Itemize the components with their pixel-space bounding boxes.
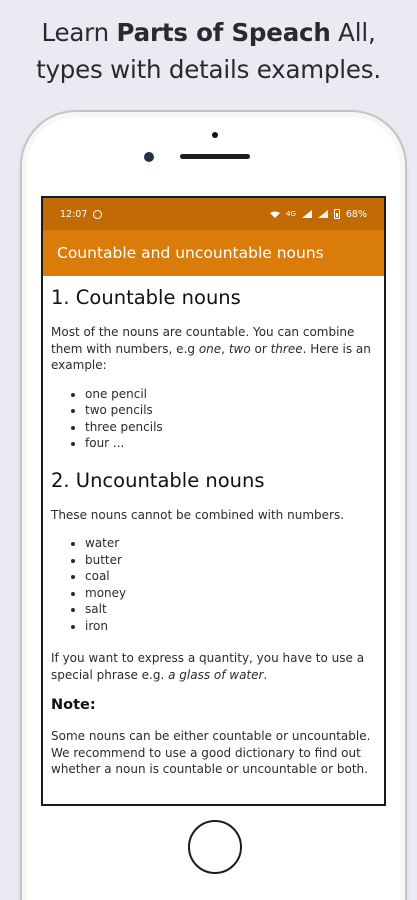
promo-bold: Parts of Speach [116, 18, 331, 47]
section-heading-uncountable: 2. Uncountable nouns [51, 468, 265, 492]
promo-line-1 [0, 14, 417, 51]
countable-text-b: . Here is an example: [51, 341, 371, 372]
front-camera [144, 152, 154, 162]
home-button[interactable] [188, 820, 242, 874]
countable-text-a: Most of the nouns are countable. You can combine them with numbers, e.g [51, 325, 355, 356]
battery-percent: 68% [345, 208, 367, 220]
proximity-sensor [212, 132, 218, 138]
quantity-end: . [263, 667, 268, 682]
battery-icon [334, 209, 340, 219]
list-item: • money [85, 585, 376, 602]
article-content [43, 276, 384, 778]
app-bar-title: Countable and uncountable nouns [57, 244, 324, 262]
promo-prefix: Learn [41, 18, 117, 47]
signal-icon [302, 210, 312, 218]
notification-icon [93, 210, 102, 219]
countable-description [51, 324, 376, 374]
list-item: • four ... [85, 435, 376, 452]
status-time: 12:07 [60, 208, 88, 220]
network-type: 4G [285, 210, 296, 218]
countable-examples-list [85, 386, 376, 452]
note-heading: Note: [51, 697, 96, 713]
status-bar [43, 198, 384, 230]
example-two: two [228, 341, 251, 356]
list-item: • coal [85, 568, 376, 585]
promo-line-2: types with details examples. [36, 55, 381, 84]
list-item: • iron [85, 618, 376, 635]
uncountable-description: These nouns cannot be combined with numbers. [51, 507, 345, 522]
example-three: three [270, 341, 303, 356]
list-item: • two pencils [85, 402, 376, 419]
example-one: one [198, 341, 222, 356]
app-screen [41, 196, 386, 806]
earpiece-speaker [180, 154, 250, 159]
list-item: • butter [85, 552, 376, 569]
app-bar [43, 230, 384, 276]
quantity-paragraph [51, 650, 376, 683]
promo-suffix: All, [330, 18, 376, 47]
section-heading-countable: 1. Countable nouns [51, 286, 241, 309]
promo-caption [0, 14, 417, 88]
list-item: • water [85, 535, 376, 552]
list-item: • three pencils [85, 419, 376, 436]
quantity-text: If you want to express a quantity, you have to use a special phrase e.g. [51, 651, 365, 682]
uncountable-examples-list [85, 535, 376, 634]
list-item: • one pencil [85, 386, 376, 403]
wifi-icon [270, 211, 280, 218]
signal-icon [318, 210, 328, 218]
list-item: • salt [85, 601, 376, 618]
separator: , [221, 341, 229, 356]
separator: or [250, 341, 271, 356]
quantity-example: a glass of water [168, 667, 264, 682]
note-text: Some nouns can be either countable or uncountable. We recommend to use a good dictionary to find out whether a noun is countable or uncountable or both. [51, 729, 371, 776]
